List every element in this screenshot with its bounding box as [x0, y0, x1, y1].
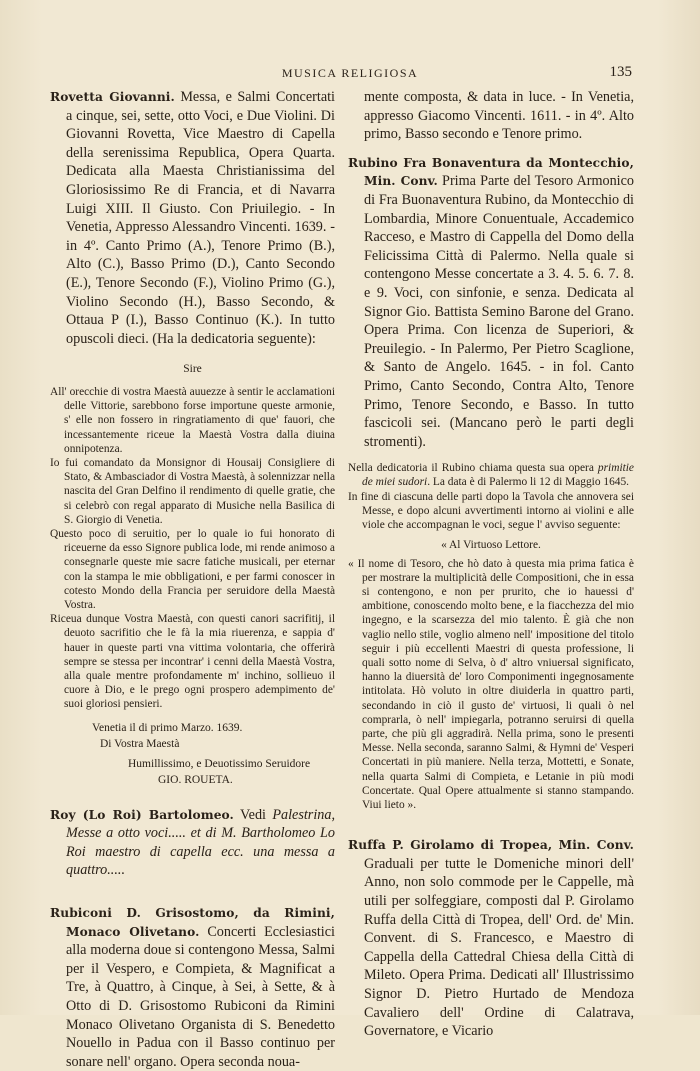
entry-continuation: mente composta, & data in luce. - In Venetia, appresso Giacomo Vincenti. 1611. - in 4º. Alto primo, Basso secondo e Tenore primo. — [364, 89, 634, 143]
entry-text: Graduali per tutte le Domeniche minori dell' Anno, non solo commode per le Cappelle, mà utili per solfeggiare, composti dal P. Girolamo Ruffa della Città di Tropea, dell' Ord. de' Min. Convent. di S. Francesco, e Maestro di Cappella della Cattedral Chiesa della Città di Mileto. Opera Prima. Dedicati all' Illustrissimo Signor D. Pietro Hurtado de Mendoza Cavaliero dell' Ordine di Calatrava, Governatore, e Vicario — [364, 855, 634, 1040]
dedication-closing — [50, 720, 335, 788]
closing-date: Venetia il di primo Marzo. 1639. — [92, 721, 243, 734]
reader-heading: « Al Virtuoso Lettore. — [441, 539, 541, 552]
dedication-paragraph: Io fui comandato da Monsignor di Housaij Consigliere di Stato, & Ambasciador di Vostra Maestà, à solennizzar nella nascita del Gran Delfino il rendimento di quelle gratie, che si celebrò con regal apparato di Musiche nella Basilica di S. Giorgio di Venetia. — [50, 456, 335, 526]
entry-heading: Rubiconi D. Grisostomo, da Rimini, Monaco Olivetano. — [50, 905, 335, 939]
note-text: Nella dedicatoria il Rubino chiama questa sua opera — [348, 462, 598, 475]
notice-paragraph: « Il nome di Tesoro, che hò dato à questa mia prima fatica è per mostrare la multiplicità delle Compositioni, che in essa si contengono, e non per prurito, che io hauessi d' ambitione, conoscendo molto bene, e la fiacchezza del mio ingegno, e la scarsezza del mio talento. È già che non vaglio nello stile, voglio almeno nell' impositione del titolo seguir i più eccellenti Maestri di questa professione, li quali sotto nome di Selva, ò d' altro vniuersal significato, hanno la diuersità de' loro Componimenti ingegnosamente intitolata. Hò voluto in oltre diuiderla in quattro parti, secondando in ciò il gusto de' virtuosi, li quali ò nel comprarla, ò nell' impiegarla, potranno seruirsi di quella parte, che più gli aggradirà. Nella prima, sono le presenti Messe. Nella seconda, saranno Salmi, & Hymni de' Vesperi Concertati in più maniere. Nella terza, Mottetti, e Sonate, nella quarta Salmi di Compieta, e Letanie in più modi Concertate. Qual Opere attualmente si stanno stampando. Viui lieto ». — [348, 557, 634, 811]
running-title: MUSICA RELIGIOSA — [281, 66, 419, 80]
dedication-paragraph: All' orecchie di vostra Maestà auuezze à sentir le acclamationi delle Vittorie, sarebbono forse importune queste armonie, s' elle non fossero in ringratiamento di que' fauori, che incessantemente riceue la Maestà Vostra dalla diuina onnipotenza. — [50, 385, 335, 455]
left-column — [50, 88, 335, 1071]
entry-text: Vedi — [233, 806, 273, 823]
dedication-paragraph: Questo poco di seruitio, per lo quale io fui honorato di riceuerne da esso Signore publica lode, mi rende animoso a consegnarle queste mie sacre fatiche musicali, per eternar con la stampa le mie obbligationi, e per farmi conoscer in cotesto Mondo della Francia per seruidore della Maestà Vostra. — [50, 527, 335, 611]
right-column — [348, 88, 634, 1041]
rubino-notes — [348, 461, 634, 532]
entry-text: Prima Parte del Tesoro Armonico di Fra Buonaventura Rubino, da Montecchio di Lombardia, Minore Conuentuale, Accademico Racceso, e Mastro di Cappella del Domo della Felicissima Città di Palermo. Nella quale si contengono Messe concertate a 3. 4. 5. 6. 7. 8. e 9. Voci, con sinfonie, e senza. Dedicata al Signor Gio. Battista Semino Barone del Grano. Opera Prima. Con licenza de Superiori, & Preuilegio. - In Palermo, Per Pietro Scaglione, & Santo de Angelo. 1645. - in fol. Canto Primo, Canto Secondo, Contra Alto, Tenore Primo, Tenore Secondo, e Basso. In tutto fascicoli sei. (Mancano però le parti degli stromenti). — [364, 173, 635, 450]
page-number: 135 — [609, 64, 632, 80]
page-header — [30, 66, 670, 86]
note-paragraph: In fine di ciascuna delle parti dopo la Tavola che annovera sei Messe, e dopo alcuni avvertimenti intorno ai violini e alle viole che accompagnan le voci, segue l' avviso seguente: — [348, 490, 634, 532]
note-paragraph — [348, 461, 634, 489]
entry-heading: Ruffa P. Girolamo di Tropea, Min. Conv. — [348, 838, 634, 853]
closing-signature: GIO. ROUETA. — [158, 773, 233, 786]
entry-roy — [50, 806, 335, 880]
closing-humble: Humillissimo, e Deuotissimo Seruidore — [128, 757, 311, 770]
entry-text: Messa, e Salmi Concertati a cinque, sei, sette, otto Voci, e Due Violini. Di Giovanni Rovetta, Vice Maestro di Capella della serenissima Republica, Opera Quarta. Dedicata alla Maesta Christianissima del Gloriosissimo Re di Francia, et di Navarra Luigi XIII. Il Giusto. Con Priuilegio. - In Venetia, Appresso Alessandro Vincenti. 1639. - in 4º. Canto Primo (A.), Tenore Primo (B.), Alto (C.), Basso Primo (D.), Canto Secondo (E.), Tenore Secondo (F.), Violino Primo (G.), Violino Secondo (H.), Basso Secondo, & Ottaua P (I.), Basso Continuo (K.). In tutto opuscoli dieci. (Ha la dedicatoria seguente): — [66, 89, 336, 347]
salutation: Sire — [183, 363, 202, 376]
reader-notice — [348, 557, 634, 813]
entry-text: Concerti Ecclesiastici alla moderna doue si contengono Messa, Salmi per il Vespero, e Compieta, & Magnificat a Tre, à Quattro, à Cinque, à Sei, à Sette, & à Otto di D. Grisostomo Rubiconi da Rimini Monaco Olivetano Organista di S. Benedetto Nouello in Padua con il Basso continuo per sonare nell' organo. Opera seconda noua- — [66, 923, 335, 1070]
entry-text-italic: Palestrina, Messe a otto voci..... et di M. Bartholomeo Lo Roi maestro di capella ecc. una messa a quattro..... — [66, 806, 336, 879]
entry-rovetta — [50, 88, 335, 348]
dedication-paragraph: Riceua dunque Vostra Maestà, con questi canori sacrifitij, il deuoto sacrifitio che le fà la mia riuerenza, e sappia d' hauer in queste parti vna vittima volontaria, che offerirà sempre se stessa per incontrar' i cenni della Maestà Vostra, alla quale mentre profondamente m' inchino, sollieuo il cuore à Dio, e le prego ogni prospero adempimento de' suoi gloriosi pensieri. — [50, 613, 335, 711]
entry-ruffa — [348, 836, 634, 1041]
note-italic: primitie de miei sudori — [362, 462, 634, 489]
entry-heading: Roy (Lo Roi) Bartolomeo. — [50, 807, 234, 822]
closing-address: Di Vostra Maestà — [100, 737, 180, 750]
entry-heading: Rubino Fra Bonaventura da Montecchio, Min. Conv. — [348, 155, 634, 189]
dedication-text — [50, 385, 335, 712]
entry-rubino — [348, 154, 634, 452]
entry-rubiconi — [50, 904, 335, 1071]
entry-heading: Rovetta Giovanni. — [50, 90, 175, 104]
note-text: . La data è di Palermo li 12 di Maggio 1645. — [427, 476, 630, 489]
